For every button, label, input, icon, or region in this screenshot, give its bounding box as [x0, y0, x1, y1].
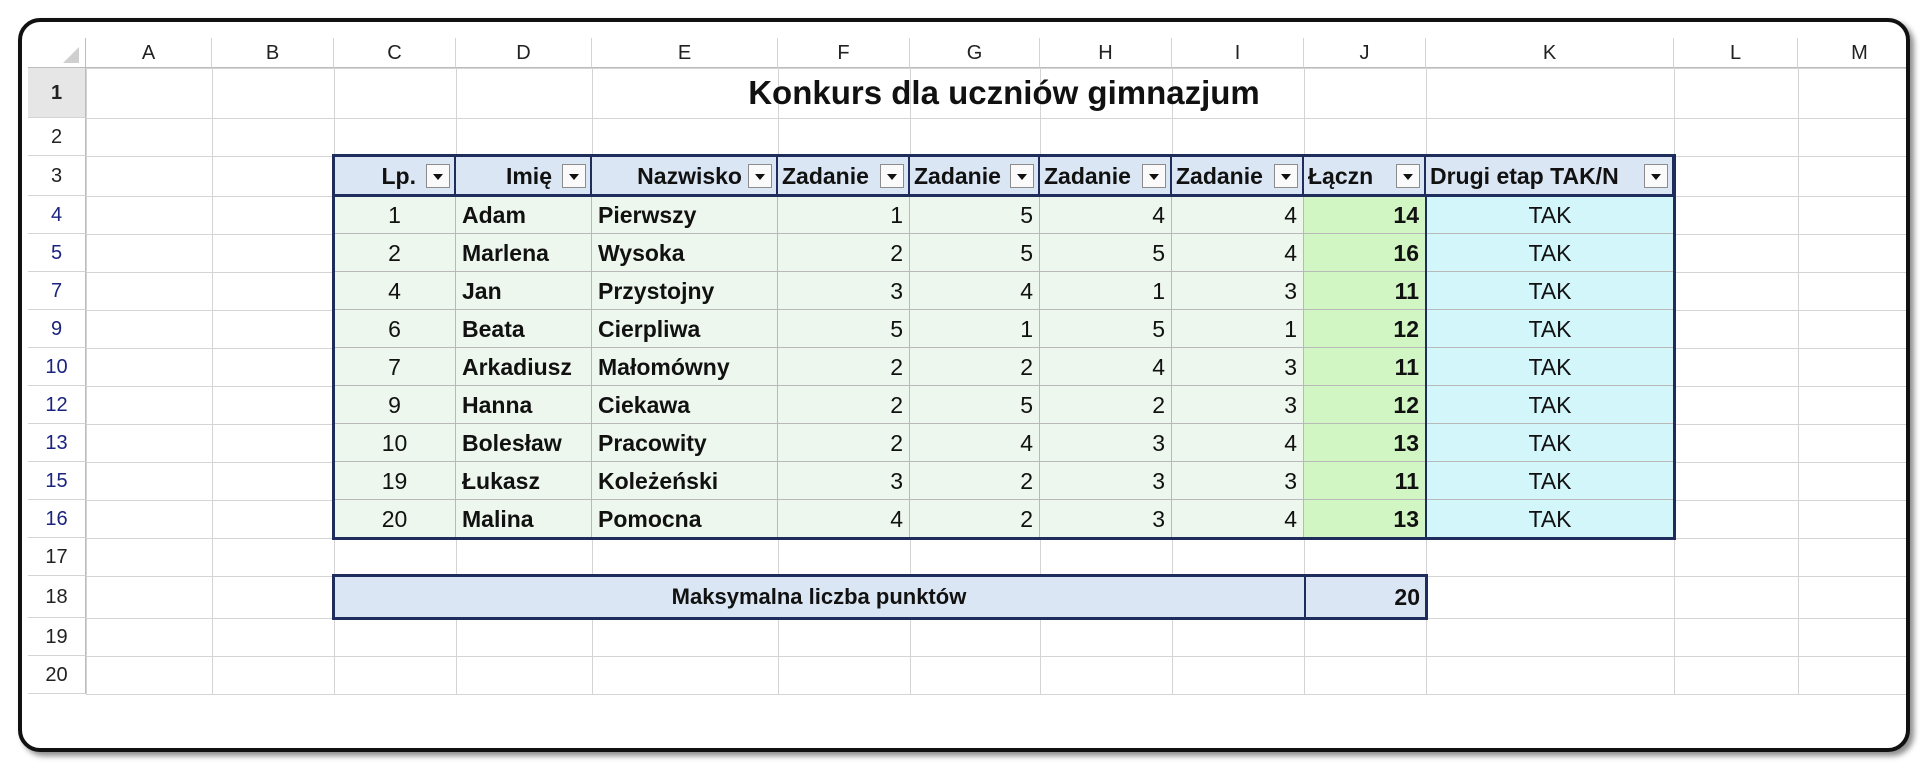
table-cell-z3[interactable]: 3 — [1040, 500, 1172, 538]
table-cell-z1[interactable]: 2 — [778, 386, 910, 424]
table-cell-nazwisko[interactable]: Ciekawa — [592, 386, 778, 424]
table-cell-lp[interactable]: 10 — [334, 424, 456, 462]
table-cell-etap[interactable]: TAK — [1426, 234, 1674, 272]
table-cell-z3[interactable]: 5 — [1040, 234, 1172, 272]
gridline-vertical — [1798, 68, 1799, 694]
row-header-20[interactable]: 20 — [28, 656, 86, 694]
table-header-label: Zadanie — [782, 163, 869, 189]
row-header-12[interactable]: 12 — [28, 386, 86, 424]
row-header-19[interactable]: 19 — [28, 618, 86, 656]
table-cell-suma[interactable]: 13 — [1304, 424, 1426, 462]
table-cell-suma[interactable]: 12 — [1304, 310, 1426, 348]
summary-border — [332, 574, 1428, 620]
table-header-underline — [334, 194, 1674, 197]
table-cell-etap[interactable]: TAK — [1426, 310, 1674, 348]
table-cell-nazwisko[interactable]: Przystojny — [592, 272, 778, 310]
gridline-vertical — [212, 68, 213, 694]
select-all-triangle-icon — [63, 47, 79, 63]
table-cell-etap[interactable]: TAK — [1426, 424, 1674, 462]
table-cell-imie[interactable]: Adam — [456, 196, 592, 234]
table-cell-suma[interactable]: 11 — [1304, 348, 1426, 386]
max-points-label: Maksymalna liczba punktów — [334, 576, 1304, 618]
row-header-10[interactable]: 10 — [28, 348, 86, 386]
table-cell-nazwisko[interactable]: Pracowity — [592, 424, 778, 462]
table-header-label: Zadanie — [914, 163, 1001, 189]
row-header-7[interactable]: 7 — [28, 272, 86, 310]
table-header-label: Imię — [505, 163, 552, 189]
table-header-label: Zadanie — [1176, 163, 1263, 189]
table-cell-etap[interactable]: TAK — [1426, 500, 1674, 538]
table-cell-lp[interactable]: 2 — [334, 234, 456, 272]
table-cell-nazwisko[interactable]: Koleżeński — [592, 462, 778, 500]
table-header-label: Łączn — [1308, 163, 1374, 189]
table-cell-z1[interactable]: 2 — [778, 348, 910, 386]
row-header-2[interactable]: 2 — [28, 118, 86, 156]
column-header-c[interactable]: C — [334, 38, 456, 68]
row-header-16[interactable]: 16 — [28, 500, 86, 538]
table-border — [332, 154, 1676, 540]
row-header-17[interactable]: 17 — [28, 538, 86, 576]
table-cell-z3[interactable]: 4 — [1040, 196, 1172, 234]
table-cell-z1[interactable]: 5 — [778, 310, 910, 348]
sum-column-border — [1425, 196, 1427, 538]
column-header-g[interactable]: G — [910, 38, 1040, 68]
table-cell-z3[interactable]: 1 — [1040, 272, 1172, 310]
column-header-a[interactable]: A — [86, 38, 212, 68]
row-header-3[interactable]: 3 — [28, 156, 86, 196]
table-cell-z4[interactable]: 4 — [1172, 234, 1304, 272]
table-cell-suma[interactable]: 14 — [1304, 196, 1426, 234]
table-cell-imie[interactable]: Hanna — [456, 386, 592, 424]
table-cell-etap[interactable]: TAK — [1426, 386, 1674, 424]
max-points-value[interactable]: 20 — [1304, 576, 1426, 618]
table-cell-nazwisko[interactable]: Pierwszy — [592, 196, 778, 234]
gridline-horizontal — [86, 118, 1910, 119]
table-cell-z2[interactable]: 2 — [910, 500, 1040, 538]
table-cell-z2[interactable]: 4 — [910, 424, 1040, 462]
table-cell-z4[interactable]: 4 — [1172, 424, 1304, 462]
table-cell-lp[interactable]: 19 — [334, 462, 456, 500]
table-cell-z4[interactable]: 4 — [1172, 196, 1304, 234]
table-cell-suma[interactable]: 12 — [1304, 386, 1426, 424]
table-cell-suma[interactable]: 11 — [1304, 272, 1426, 310]
table-cell-z3[interactable]: 3 — [1040, 462, 1172, 500]
table-cell-z1[interactable]: 3 — [778, 462, 910, 500]
table-cell-lp[interactable]: 4 — [334, 272, 456, 310]
row-header-18[interactable]: 18 — [28, 576, 86, 618]
column-header-h[interactable]: H — [1040, 38, 1172, 68]
table-header-label: Lp. — [381, 163, 416, 189]
table-cell-nazwisko[interactable]: Pomocna — [592, 500, 778, 538]
column-header-b[interactable]: B — [212, 38, 334, 68]
table-cell-z4[interactable]: 3 — [1172, 348, 1304, 386]
gridline-vertical — [86, 68, 87, 694]
table-cell-nazwisko[interactable]: Wysoka — [592, 234, 778, 272]
row-header-9[interactable]: 9 — [28, 310, 86, 348]
table-cell-suma[interactable]: 16 — [1304, 234, 1426, 272]
table-cell-z1[interactable]: 1 — [778, 196, 910, 234]
row-header-4[interactable]: 4 — [28, 196, 86, 234]
table-cell-z1[interactable]: 2 — [778, 234, 910, 272]
table-cell-z3[interactable]: 4 — [1040, 348, 1172, 386]
table-header-label: Drugi etap TAK/N — [1430, 163, 1619, 189]
table-cell-z2[interactable]: 5 — [910, 386, 1040, 424]
table-cell-lp[interactable]: 7 — [334, 348, 456, 386]
table-cell-nazwisko[interactable]: Cierpliwa — [592, 310, 778, 348]
table-cell-z4[interactable]: 4 — [1172, 500, 1304, 538]
sheet-title: Konkurs dla uczniów gimnazjum — [748, 74, 1260, 111]
table-cell-z4[interactable]: 3 — [1172, 386, 1304, 424]
column-header-i[interactable]: I — [1172, 38, 1304, 68]
table-cell-z3[interactable]: 3 — [1040, 424, 1172, 462]
table-cell-nazwisko[interactable]: Małomówny — [592, 348, 778, 386]
table-cell-imie[interactable]: Jan — [456, 272, 592, 310]
table-cell-z1[interactable]: 2 — [778, 424, 910, 462]
table-cell-imie[interactable]: Arkadiusz — [456, 348, 592, 386]
table-cell-z2[interactable]: 4 — [910, 272, 1040, 310]
table-cell-imie[interactable]: Malina — [456, 500, 592, 538]
gridline-horizontal — [86, 694, 1910, 695]
table-cell-imie[interactable]: Łukasz — [456, 462, 592, 500]
table-cell-z2[interactable]: 2 — [910, 348, 1040, 386]
table-cell-etap[interactable]: TAK — [1426, 462, 1674, 500]
table-header-label: Nazwisko — [637, 163, 742, 189]
table-cell-lp[interactable]: 20 — [334, 500, 456, 538]
column-header-f[interactable]: F — [778, 38, 910, 68]
column-header-j[interactable]: J — [1304, 38, 1426, 68]
table-cell-z3[interactable]: 5 — [1040, 310, 1172, 348]
column-header-k[interactable]: K — [1426, 38, 1674, 68]
table-cell-etap[interactable]: TAK — [1426, 348, 1674, 386]
table-cell-z1[interactable]: 4 — [778, 500, 910, 538]
row-header-15[interactable]: 15 — [28, 462, 86, 500]
table-cell-etap[interactable]: TAK — [1426, 196, 1674, 234]
table-cell-z2[interactable]: 2 — [910, 462, 1040, 500]
row-header-13[interactable]: 13 — [28, 424, 86, 462]
column-header-l[interactable]: L — [1674, 38, 1798, 68]
table-cell-z4[interactable]: 1 — [1172, 310, 1304, 348]
table-cell-z3[interactable]: 2 — [1040, 386, 1172, 424]
table-cell-z1[interactable]: 3 — [778, 272, 910, 310]
table-cell-imie[interactable]: Beata — [456, 310, 592, 348]
table-header-label: Zadanie — [1044, 163, 1131, 189]
gridline-horizontal — [86, 656, 1910, 657]
table-cell-imie[interactable]: Bolesław — [456, 424, 592, 462]
column-header-e[interactable]: E — [592, 38, 778, 68]
table-cell-lp[interactable]: 1 — [334, 196, 456, 234]
row-header-5[interactable]: 5 — [28, 234, 86, 272]
select-all-corner[interactable] — [28, 38, 86, 68]
table-cell-z2[interactable]: 5 — [910, 196, 1040, 234]
row-header-1[interactable]: 1 — [28, 68, 86, 118]
spreadsheet-window — [18, 18, 1910, 752]
table-cell-z4[interactable]: 3 — [1172, 462, 1304, 500]
table-cell-z4[interactable]: 3 — [1172, 272, 1304, 310]
table-cell-z2[interactable]: 1 — [910, 310, 1040, 348]
table-cell-etap[interactable]: TAK — [1426, 272, 1674, 310]
table-cell-lp[interactable]: 9 — [334, 386, 456, 424]
column-header-m[interactable]: M — [1798, 38, 1910, 68]
table-cell-imie[interactable]: Marlena — [456, 234, 592, 272]
table-cell-lp[interactable]: 6 — [334, 310, 456, 348]
table-cell-z2[interactable]: 5 — [910, 234, 1040, 272]
table-cell-suma[interactable]: 13 — [1304, 500, 1426, 538]
table-cell-suma[interactable]: 11 — [1304, 462, 1426, 500]
column-header-d[interactable]: D — [456, 38, 592, 68]
